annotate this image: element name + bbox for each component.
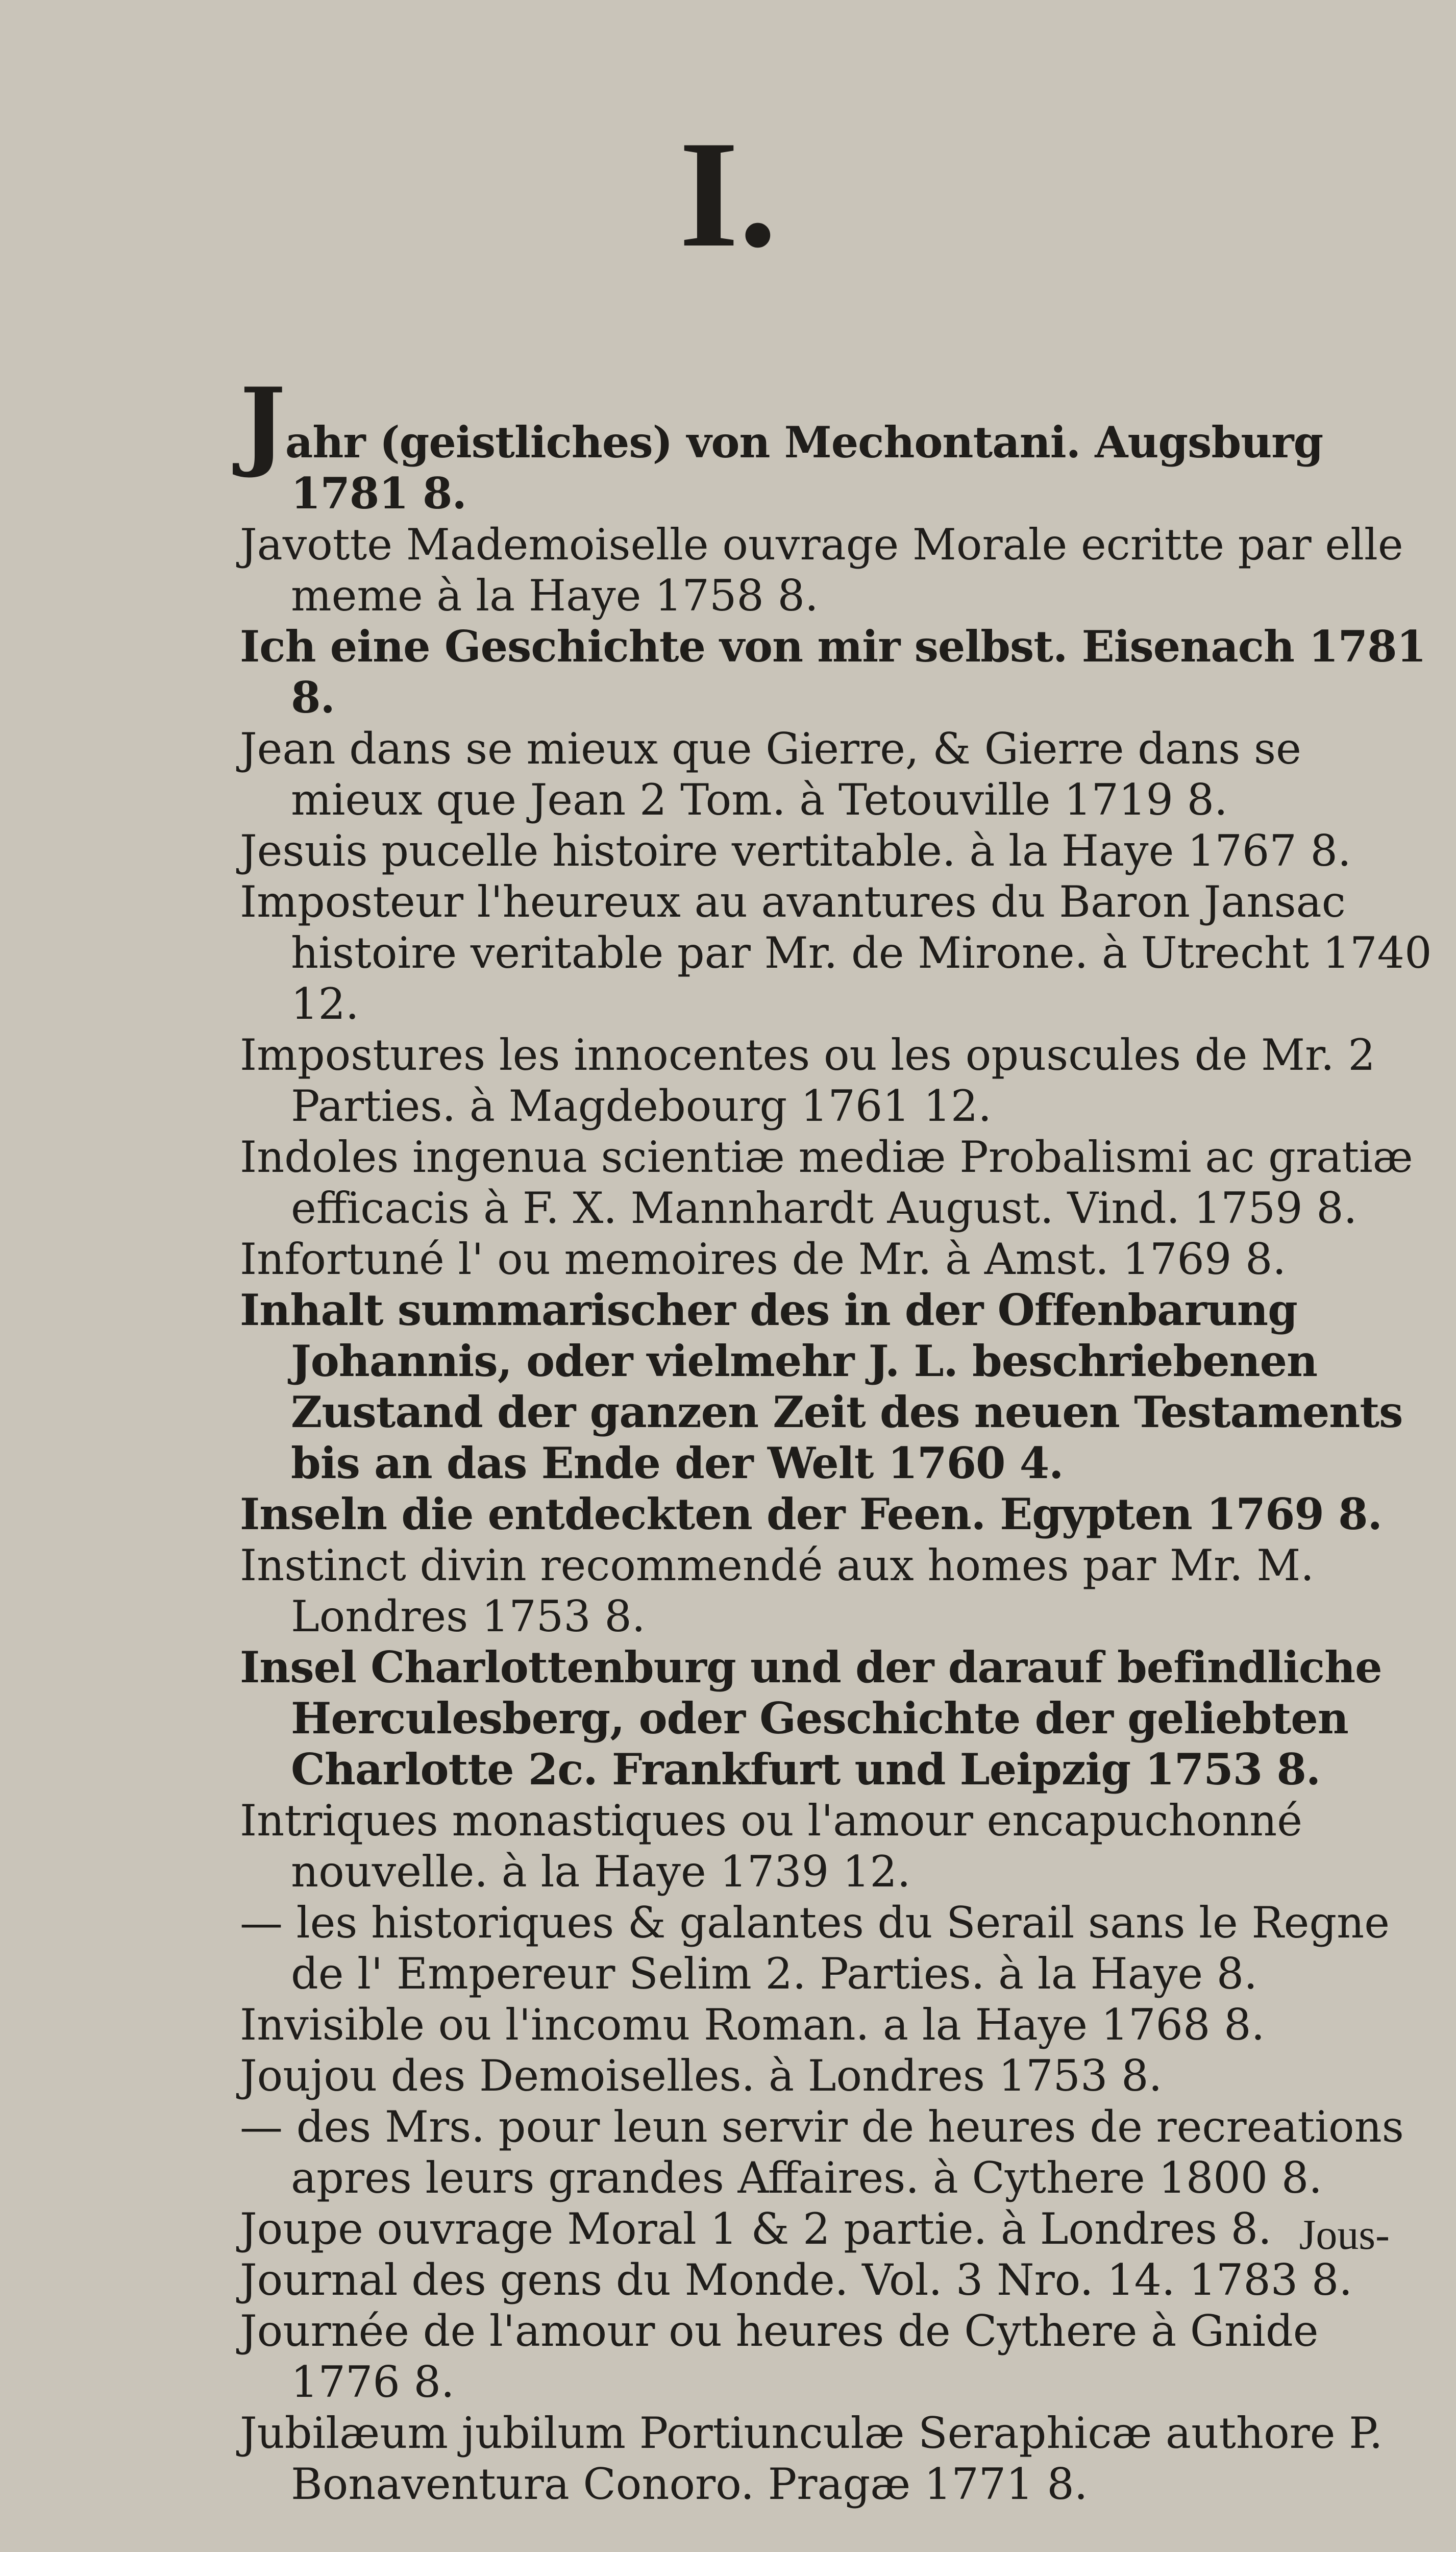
catalog-entry: Impostures les innocentes ou les opuscules de Mr. 2 Parties. à Magdebourg 1761 12. [240,1030,1375,1131]
page-heading: I. [679,109,777,279]
catalog-entry: Joupe ouvrage Moral 1 & 2 partie. à Londres 8. [240,2204,1272,2254]
catalog-entry [240,366,1434,519]
catalog-entry: Inseln die entdeckten der Feen. Egypten 1769 8. [240,1489,1382,1539]
catalog-entry: Jean dans se mieux que Gierre, & Gierre dans se mieux que Jean 2 Tom. à Tetouville 1719 8. [240,724,1301,825]
catalog-entry: Jesuis pucelle histoire vertitable. à la Haye 1767 8. [240,826,1351,876]
catalog-entry: Instinct divin recommendé aux homes par Mr. M. Londres 1753 8. [240,1540,1315,1641]
catalog-entry: Journée de l'amour ou heures de Cythere à Gnide 1776 8. [240,2306,1319,2407]
catalog-entry: Javotte Mademoiselle ouvrage Morale ecritte par elle meme à la Haye 1758 8. [240,520,1403,621]
catalog-entry: Joujou des Demoiselles. à Londres 1753 8. [240,2051,1163,2101]
catalog-entry: Intriques monastiques ou l'amour encapuchonné nouvelle. à la Haye 1739 12. [240,1796,1302,1897]
catalog-entry: Imposteur l'heureux au avantures du Baron Jansac histoire veritable par Mr. de Mirone. à Utrecht 1740 12. [240,877,1432,1029]
catalog-entry: Invisible ou l'incomu Roman. a la Haye 1768 8. [240,2000,1265,2050]
catalog-entry: Indoles ingenua scientiæ mediæ Probalismi ac gratiæ efficacis à F. X. Mannhardt August. Vind. 1759 8. [240,1132,1413,1233]
catalog-entry: Ich eine Geschichte von mir selbst. Eisenach 1781 8. [240,621,1426,723]
catalog-entry: Inhalt summarischer des in der Offenbarung Johannis, oder vielmehr J. L. beschriebenen Zustand der ganzen Zeit des neuen Testaments bis an das Ende der Welt 1760 4. [240,1285,1403,1488]
catalog-entries [240,366,1434,2510]
catchword: Jous- [1299,2211,1390,2259]
catalog-entry: Journal des gens du Monde. Vol. 3 Nro. 14. 1783 8. [240,2255,1353,2305]
catalog-entry: Jubilæum jubilum Portiunculæ Seraphicæ authore P. Bonaventura Conoro. Pragæ 1771 8. [240,2408,1383,2509]
entry-text: ahr (geistliches) von Mechontani. Augsburg 1781 8. [285,417,1323,519]
catalog-entry: — les historiques & galantes du Serail sans le Regne de l' Empereur Selim 2. Parties. à la Haye 8. [240,1898,1390,1999]
initial-letter: J [240,366,285,480]
catalog-entry: Insel Charlottenburg und der darauf befindliche Herculesberg, oder Geschichte der geliebten Charlotte 2c. Frankfurt und Leipzig 1753 8. [240,1642,1382,1795]
catalog-entry: — des Mrs. pour leun servir de heures de recreations apres leurs grandes Affaires. à Cythere 1800 8. [240,2102,1404,2203]
catalog-entry: Infortuné l' ou memoires de Mr. à Amst. 1769 8. [240,1234,1287,1284]
